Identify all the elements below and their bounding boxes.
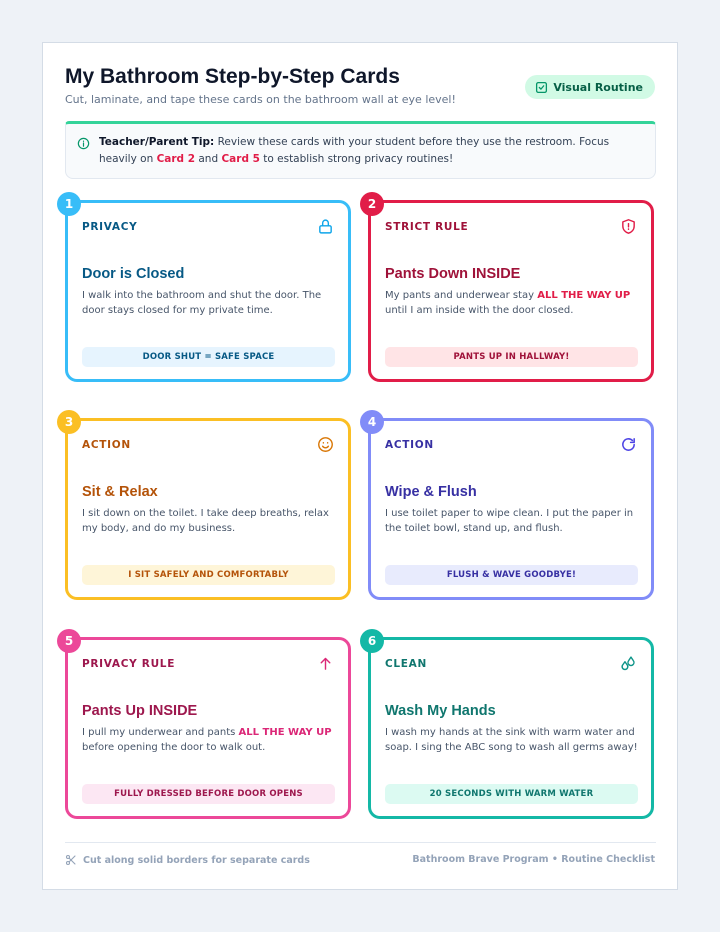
visual-routine-badge: [525, 75, 655, 99]
card-title: Pants Up INSIDE: [82, 703, 198, 719]
card-number-badge: 4: [360, 410, 384, 434]
card-category: PRIVACY RULE: [82, 658, 176, 670]
card-body: I walk into the bathroom and shut the door. The door stays closed for my private time.: [82, 290, 322, 316]
page-title: My Bathroom Step-by-Step Cards: [65, 65, 400, 88]
card-category: CLEAN: [385, 658, 427, 670]
card-category: PRIVACY: [82, 221, 138, 233]
tip-label: Teacher/Parent Tip:: [99, 136, 215, 148]
worksheet-page: [42, 42, 678, 890]
lock-icon: [317, 218, 334, 235]
card-footer-tag: PANTS UP IN HALLWAY!: [385, 347, 638, 367]
card-category: STRICT RULE: [385, 221, 469, 233]
card-footer-tag: FLUSH & WAVE GOODBYE!: [385, 565, 638, 585]
refresh-icon: [620, 436, 637, 453]
card-body: [82, 725, 344, 755]
card-body-emphasis: ALL THE WAY UP: [537, 290, 631, 301]
card-body: I sit down on the toilet. I take deep breaths, relax my body, and do my business.: [82, 508, 329, 534]
footer-divider: [65, 842, 656, 843]
card-title: Wipe & Flush: [385, 484, 477, 500]
cut-text: Cut along solid borders for separate cards: [83, 854, 310, 866]
card-number-badge: 2: [360, 192, 384, 216]
page-subtitle: Cut, laminate, and tape these cards on the bathroom wall at eye level!: [65, 93, 456, 106]
program-brand: Bathroom Brave Program • Routine Checklist: [412, 854, 655, 865]
step-card-6: [367, 634, 654, 819]
arrow-up-icon: [317, 655, 334, 672]
step-card-5: [64, 634, 351, 819]
card-footer-tag: DOOR SHUT = SAFE SPACE: [82, 347, 335, 367]
card-title: Wash My Hands: [385, 703, 496, 719]
checkbox-icon: [535, 81, 548, 94]
card-body-after: until I am inside with the door closed.: [385, 305, 574, 316]
card-footer-tag: I SIT SAFELY AND COMFORTABLY: [82, 565, 335, 585]
card-body: I use toilet paper to wipe clean. I put the paper in the toilet bowl, stand up, and flush.: [385, 508, 634, 534]
smile-icon: [317, 436, 334, 453]
card-body-before: My pants and underwear stay: [385, 290, 538, 301]
tip-text-before: Review these cards with your student before they use the restroom. Focus heavily on: [99, 136, 610, 165]
card-footer-tag: 20 SECONDS WITH WARM WATER: [385, 784, 638, 804]
step-card-2: [367, 197, 654, 382]
card-number-badge: 6: [360, 629, 384, 653]
card-number-badge: 3: [57, 410, 81, 434]
tip-highlight-card-5: Card 5: [221, 153, 260, 165]
tip-highlight-card-2: Card 2: [156, 153, 196, 165]
card-title: Door is Closed: [82, 266, 185, 282]
card-body: I wash my hands at the sink with warm water and soap. I sing the ABC song to wash all germs away!: [385, 727, 638, 753]
step-card-3: [64, 415, 351, 600]
tip-text-after: to establish strong privacy routines!: [259, 153, 454, 165]
droplets-icon: [620, 655, 637, 672]
card-category: ACTION: [385, 439, 434, 451]
card-title: Sit & Relax: [82, 484, 158, 500]
info-icon: [77, 137, 90, 150]
card-number-badge: 5: [57, 629, 81, 653]
scissors-icon: [65, 854, 77, 866]
step-card-4: [367, 415, 654, 600]
teacher-tip: [65, 121, 656, 179]
card-body: [385, 288, 647, 318]
card-body-after: before opening the door to walk out.: [82, 742, 266, 753]
badge-label: Visual Routine: [553, 80, 643, 94]
card-category: ACTION: [82, 439, 131, 451]
card-body-emphasis: ALL THE WAY UP: [238, 727, 332, 738]
cut-instructions: [65, 854, 310, 866]
tip-text-middle: and: [195, 153, 222, 165]
card-footer-tag: FULLY DRESSED BEFORE DOOR OPENS: [82, 784, 335, 804]
shield-alert-icon: [620, 218, 637, 235]
step-card-1: [64, 197, 351, 382]
card-number-badge: 1: [57, 192, 81, 216]
card-title: Pants Down INSIDE: [385, 266, 521, 282]
card-body-before: I pull my underwear and pants: [82, 727, 239, 738]
